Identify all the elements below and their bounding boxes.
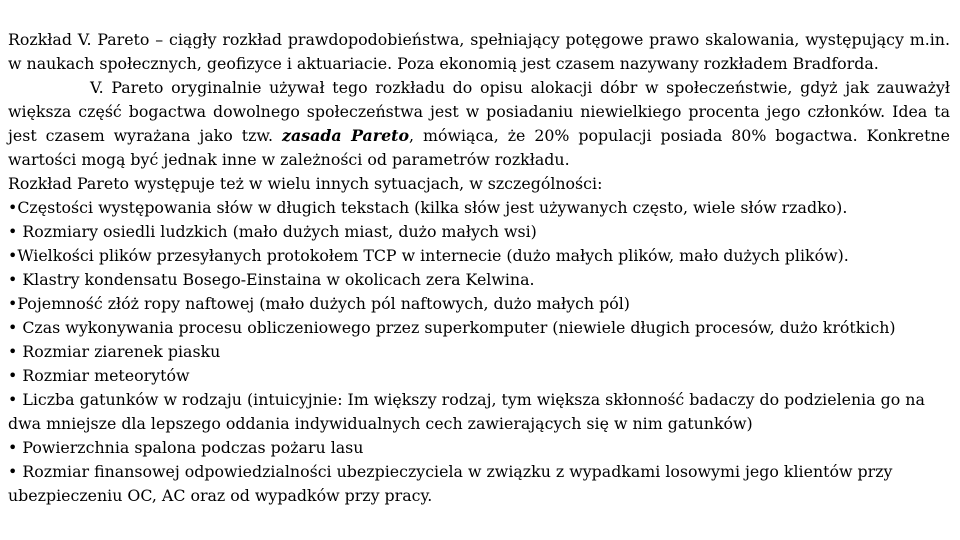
- document-body: [8, 28, 950, 508]
- list-item: • Czas wykonywania procesu obliczeniowego przez superkomputer (niewiele długich procesów, dużo krótkich): [8, 318, 896, 337]
- list-item: •Pojemność złóż ropy naftowej (mało dużych pól naftowych, dużo małych pól): [8, 294, 630, 313]
- list-item: • Rozmiary osiedli ludzkich (mało dużych miast, dużo małych wsi): [8, 222, 537, 241]
- history-text-after: , mówiąca, że 20% populacji posiada 80% bogactwa. Konkretne wartości mogą być jednak inne w zależności od parametrów rozkładu.: [8, 126, 950, 169]
- list-item: • Liczba gatunków w rodzaju (intuicyjnie: Im większy rodzaj, tym większa skłonność badaczy do podzielenia go na dwa mniejsze dla lepszego oddania indywidualnych cech zawierających się w nim gatunków): [8, 390, 925, 433]
- list-item: • Rozmiar meteorytów: [8, 366, 190, 385]
- list-intro: Rozkład Pareto występuje też w wielu innych sytuacjach, w szczególności:: [8, 174, 603, 193]
- intro-paragraph: Rozkład V. Pareto – ciągły rozkład prawdopodobieństwa, spełniający potęgowe prawo skalowania, występujący m.in. w naukach społecznych, geofizyce i aktuariacie. Poza ekonomią jest czasem nazywany rozkładem Bradforda.: [8, 30, 950, 73]
- history-text-before: V. Pareto oryginalnie używał tego rozkładu do opisu alokacji dóbr w społeczeństwie, gdyż jak zauważył większa część bogactwa dowolnego społeczeństwa jest w posiadaniu niewielkiego procenta jego członków. Idea ta jest czasem wyrażana jako tzw.: [8, 78, 950, 145]
- pareto-history-paragraph: [8, 76, 950, 172]
- occurrence-list: [8, 196, 950, 508]
- list-item: •Wielkości plików przesyłanych protokołem TCP w internecie (dużo małych plików, mało dużych plików).: [8, 246, 849, 265]
- list-item: • Powierzchnia spalona podczas pożaru lasu: [8, 438, 364, 457]
- list-item: • Rozmiar ziarenek piasku: [8, 342, 221, 361]
- list-item: •Częstości występowania słów w długich tekstach (kilka słów jest używanych często, wiele słów rzadko).: [8, 198, 848, 217]
- list-item: • Rozmiar finansowej odpowiedzialności ubezpieczyciela w związku z wypadkami losowymi jego klientów przy ubezpieczeniu OC, AC oraz od wypadków przy pracy.: [8, 462, 893, 505]
- list-item: • Klastry kondensatu Bosego-Einstaina w okolicach zera Kelwina.: [8, 270, 535, 289]
- pareto-principle-term: zasada Pareto: [282, 126, 409, 145]
